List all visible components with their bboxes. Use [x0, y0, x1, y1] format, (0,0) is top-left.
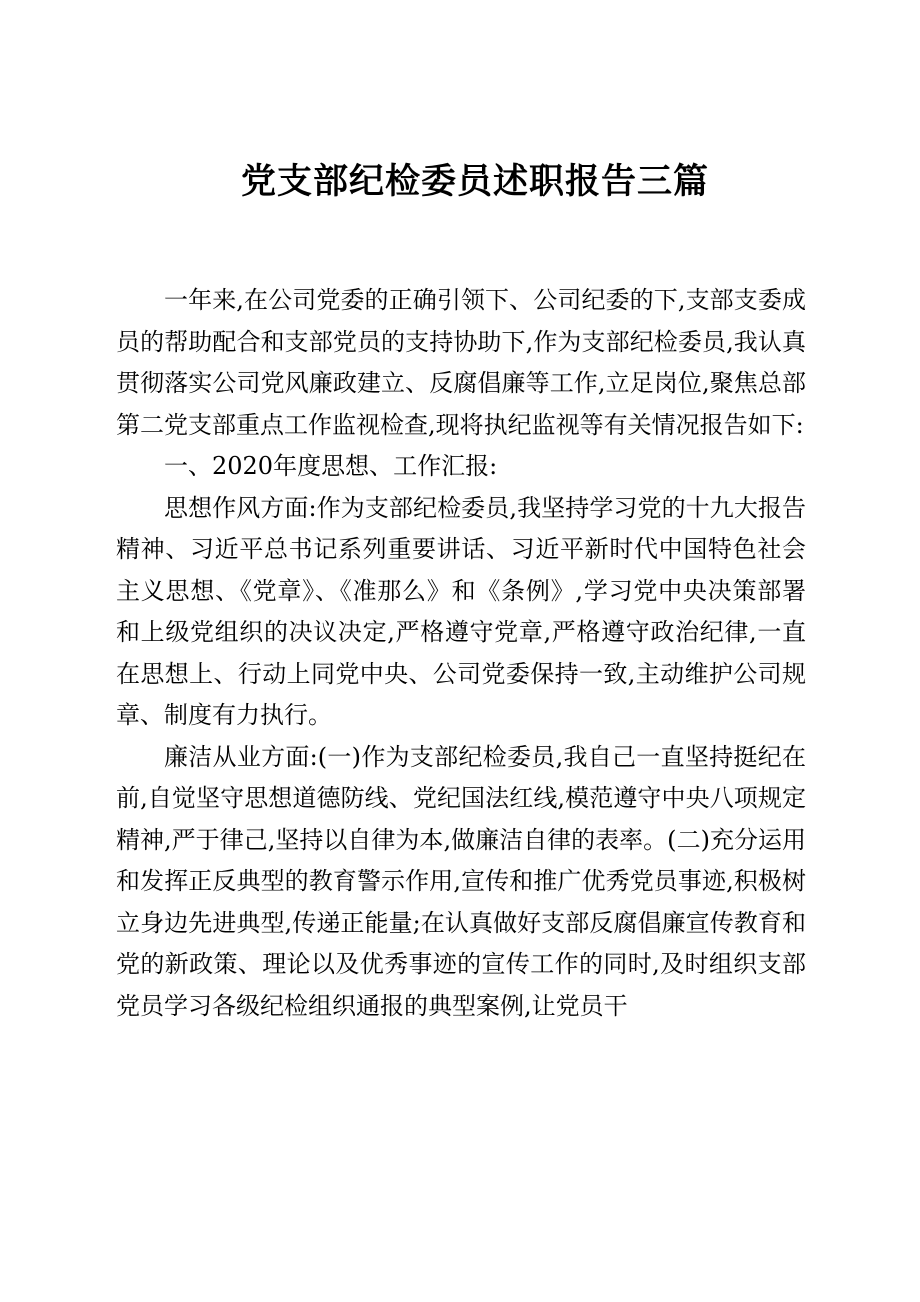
document-body: [116, 280, 806, 1027]
paragraph-ideology: 思想作风方面:作为支部纪检委员,我坚持学习党的十九大报告精神、习近平总书记系列重要讲话、习近平新时代中国特色社会主义思想、《党章》、《准那么》和《条例》,学习党中央决策部署和上级党组织的决议决定,严格遵守党章,严格遵守政治纪律,一直在思想上、行动上同党中央、公司党委保持一致,主动维护公司规章、制度有力执行。: [116, 493, 806, 729]
document-title: 党支部纪检委员述职报告三篇: [240, 161, 709, 202]
paragraph-integrity: 廉洁从业方面:(一)作为支部纪检委员,我自己一直坚持挺纪在前,自觉坚守思想道德防线、党纪国法红线,模范遵守中央八项规定精神,严于律己,坚持以自律为本,做廉洁自律的表率。(二)充分运用和发挥正反典型的教育警示作用,宣传和推广优秀党员事迹,积极树立身边先进典型,传递正能量;在认真做好支部反腐倡廉宣传教育和党的新政策、理论以及优秀事迹的宣传工作的同时,及时组织支部党员学习各级纪检组织通报的典型案例,让党员干: [116, 742, 806, 1020]
paragraph-intro: 一年来,在公司党委的正确引领下、公司纪委的下,支部支委成员的帮助配合和支部党员的支持协助下,作为支部纪检委员,我认真贯彻落实公司党风廉政建立、反腐倡廉等工作,立足岗位,聚焦总部第二党支部重点工作监视检查,现将执纪监视等有关情况报告如下:: [116, 286, 806, 439]
paragraph-section-heading: 一、2020年度思想、工作汇报:: [164, 452, 498, 480]
